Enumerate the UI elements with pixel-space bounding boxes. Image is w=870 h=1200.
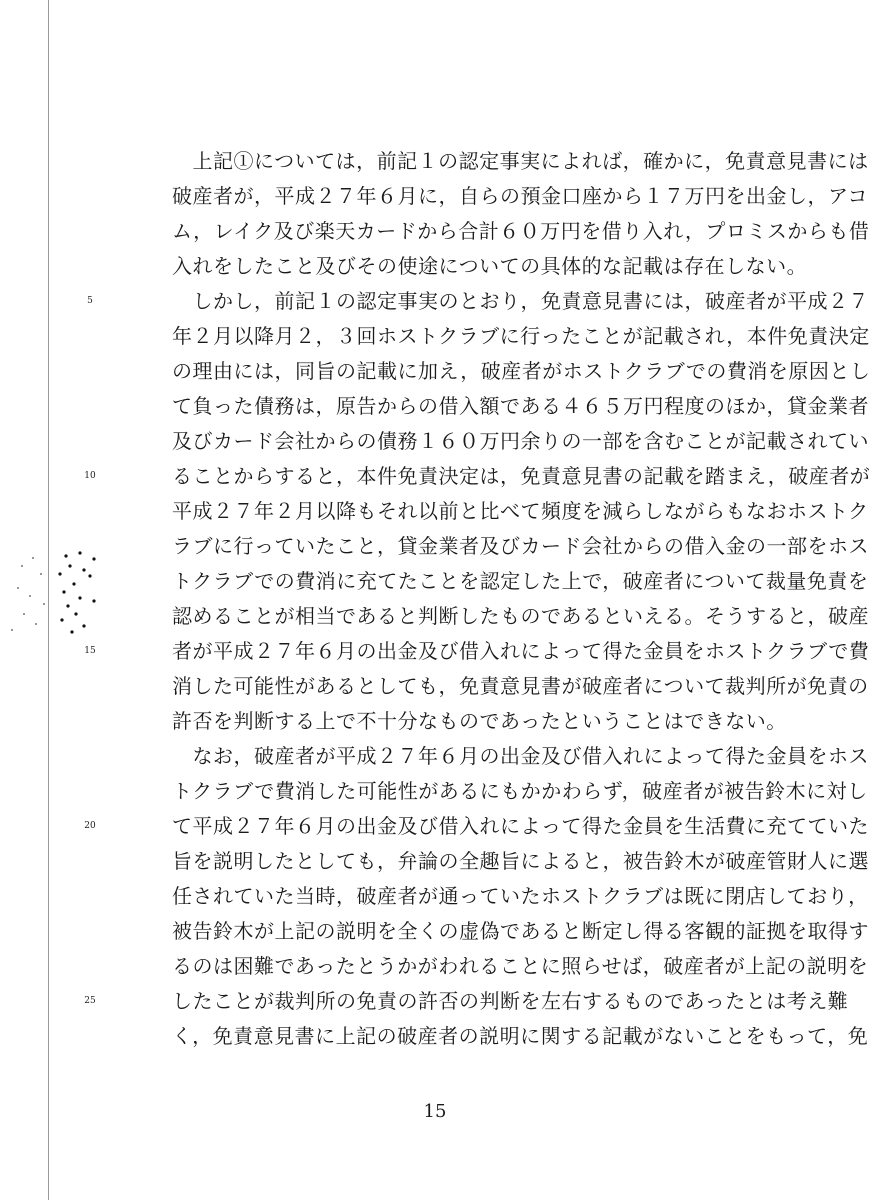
text-line: 破産者が，平成２７年６月に，自らの預金口座から１７万円を出金し，アコ bbox=[172, 184, 868, 208]
text-line: の理由には，同旨の記載に加え，破産者がホストクラブでの費消を原因とし bbox=[172, 359, 870, 383]
text-line: 認めることが相当であると判断したものであるといえる。そうすると，破産 bbox=[172, 604, 869, 628]
text-line: く，免責意見書に上記の破産者の説明に関する記載がないことをもって，免 bbox=[172, 1024, 869, 1048]
text-line: 許否を判断する上で不十分なものであったということはできない。 bbox=[172, 709, 787, 733]
text-line: るのは困難であったとうかがわれることに照らせば，破産者が上記の説明を bbox=[172, 954, 869, 978]
binding-hole-dots bbox=[0, 0, 120, 650]
text-line: て負った債務は，原告からの借入額である４６５万円程度のほか，貸金業者 bbox=[172, 394, 869, 418]
text-line: 上記①については，前記１の認定事実によれば，確かに，免責意見書には bbox=[172, 149, 869, 173]
text-line: トクラブでの費消に充てたことを認定した上で，破産者について裁量免責を bbox=[172, 569, 869, 593]
text-line: なお，破産者が平成２７年６月の出金及び借入れによって得た金員をホス bbox=[172, 744, 869, 768]
text-line: 平成２７年２月以降もそれ以前と比べて頻度を減らしながらもなおホストク bbox=[172, 499, 869, 523]
line-number: 20 bbox=[84, 821, 96, 831]
text-line: 被告鈴木が上記の説明を全くの虚偽であると断定し得る客観的証拠を取得す bbox=[172, 919, 869, 943]
text-line: ることからすると，本件免責決定は，免責意見書の記載を踏まえ，破産者が bbox=[172, 464, 870, 488]
page-number: 15 bbox=[423, 1101, 447, 1122]
text-line: ラブに行っていたこと，貸金業者及びカード会社からの借入金の一部をホス bbox=[172, 534, 869, 558]
line-number: 5 bbox=[87, 296, 93, 306]
line-number: 10 bbox=[84, 471, 96, 481]
text-line: したことが裁判所の免責の許否の判断を左右するものであったとは考え難 bbox=[172, 989, 849, 1013]
text-line: ム，レイク及び楽天カードから合計６０万円を借り入れ，プロミスからも借 bbox=[172, 219, 870, 243]
text-line: 年２月以降月２，３回ホストクラブに行ったことが記載され，本件免責決定 bbox=[172, 324, 870, 348]
text-line: 任されていた当時，破産者が通っていたホストクラブは既に閉店しており， bbox=[172, 884, 869, 908]
line-number: 25 bbox=[84, 996, 96, 1006]
text-line: 消した可能性があるとしても，免責意見書が破産者について裁判所が免責の bbox=[172, 674, 869, 698]
text-line: 旨を説明したとしても，弁論の全趣旨によると，被告鈴木が破産管財人に選 bbox=[172, 849, 869, 873]
line-number: 15 bbox=[84, 646, 96, 656]
text-line: 者が平成２７年６月の出金及び借入れによって得た金員をホストクラブで費 bbox=[172, 639, 870, 663]
text-line: トクラブで費消した可能性があるにもかかわらず，破産者が被告鈴木に対し bbox=[172, 779, 868, 803]
text-line: 及びカード会社からの債務１６０万円余りの一部を含むことが記載されてい bbox=[172, 429, 869, 453]
text-line: しかし，前記１の認定事実のとおり，免責意見書には，破産者が平成２７ bbox=[172, 289, 869, 313]
text-line: て平成２７年６月の出金及び借入れによって得た金員を生活費に充てていた bbox=[172, 814, 869, 838]
text-line: 入れをしたこと及びその使途についての具体的な記載は存在しない。 bbox=[172, 254, 808, 278]
